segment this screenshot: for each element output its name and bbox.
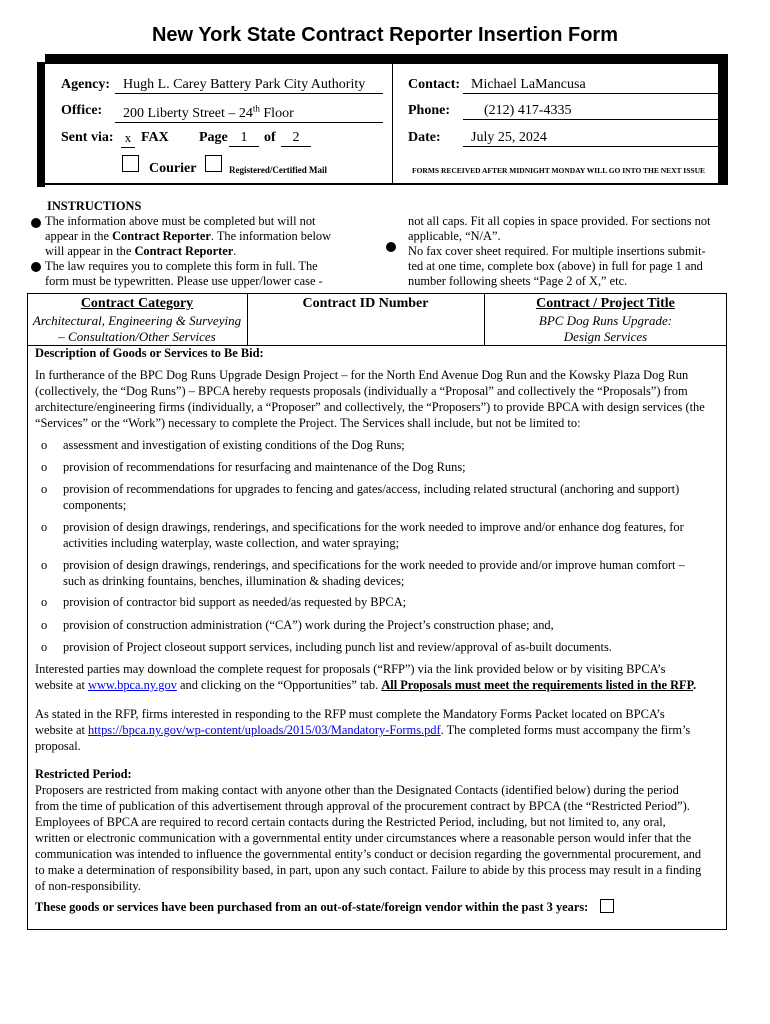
list-item: assessment and investigation of existing conditions of the Dog Runs;: [63, 438, 405, 452]
contact-label: Contact:: [408, 77, 461, 92]
instruction-line: The information above must be completed but will not: [45, 214, 316, 228]
project-title-value: Design Services: [563, 329, 648, 344]
list-bullet: o: [41, 460, 48, 474]
body-line: of non-responsibility.: [35, 879, 141, 893]
office-value: 200 Liberty Street – 24th Floor: [123, 103, 294, 121]
header-border-right: [720, 54, 728, 185]
list-bullet: o: [41, 520, 48, 534]
instruction-line: ted at one time, complete box (above) in full for page 1 and: [408, 259, 703, 273]
phone-value: (212) 417-4335: [484, 103, 572, 118]
out-of-state-question: These goods or services have been purchased from an out-of-state/foreign vendor within the past 3 years:: [35, 900, 589, 914]
agency-label: Agency:: [61, 77, 110, 92]
bullet-icon: [386, 242, 396, 252]
page-total-field[interactable]: 2: [281, 130, 311, 147]
body-line: “Services” or the “Work”) necessary to complete the Project. The Services shall include, but not be limited to:: [35, 416, 581, 430]
courier-label: Courier: [149, 161, 197, 176]
description-label: Description of Goods or Services to Be Bid:: [35, 346, 264, 360]
deadline-notice: FORMS RECEIVED AFTER MIDNIGHT MONDAY WILL GO INTO THE NEXT ISSUE: [412, 166, 705, 175]
body-line: written or electronic communication with a governmental entity under circumstances where a reasonable person would infer that the: [35, 831, 692, 845]
project-title-header: Contract / Project Title: [536, 296, 675, 311]
registered-mail-checkbox[interactable]: [205, 155, 222, 172]
list-item: provision of construction administration (“CA”) work during the Project’s construction phase; and,: [63, 618, 554, 632]
body-line: In furtherance of the BPC Dog Runs Upgrade Design Project – for the North End Avenue Dog Run and the Kowsky Plaza Dog Run: [35, 368, 689, 382]
project-title-value: BPC Dog Runs Upgrade:: [538, 313, 673, 328]
agency-field[interactable]: [115, 77, 383, 94]
office-field[interactable]: [115, 103, 383, 123]
body-line: As stated in the RFP, firms interested in responding to the RFP must complete the Mandatory Forms Packet located on BPCA’s: [35, 707, 665, 721]
body-line: communication was intended to influence the governmental entity’s conduct or decision regarding the governmental procurement, and: [35, 847, 702, 861]
body-line: proposal.: [35, 739, 81, 753]
body-line: website at www.bpca.ny.gov and clicking on the “Opportunities” tab. All Proposals must meet the requirements listed in the RFP.: [35, 678, 697, 692]
body-line: from the time of publication of this advertisement through approval of the procurement contract by BPCA (the “Restricted Period”).: [35, 799, 690, 813]
bpca-website-link[interactable]: www.bpca.ny.gov: [88, 678, 177, 692]
page-label: Page: [199, 130, 228, 145]
list-item: provision of design drawings, renderings, and specifications for the work needed to improve and/or enhance dog features, for: [63, 520, 684, 534]
body-line: to make a determination of responsibility based, in part, upon any such contact. Failure to abide by this process may result in a finding: [35, 863, 702, 877]
list-bullet: o: [41, 618, 48, 632]
instruction-line: appear in the Contract Reporter. The information below: [45, 229, 332, 243]
date-value: July 25, 2024: [471, 130, 547, 145]
date-label: Date:: [408, 130, 441, 145]
instruction-line: will appear in the Contract Reporter.: [45, 244, 237, 258]
restricted-heading: Restricted Period:: [35, 767, 132, 781]
body-line: architecture/engineering firms (individually, a “Proposer” and collectively, the “Proposers”) to provide BPCA with design services (the: [35, 400, 705, 414]
category-value: – Consultation/Other Services: [58, 329, 216, 344]
instruction-line: number following sheets “Page 2 of X,” etc.: [408, 274, 628, 288]
phone-label: Phone:: [408, 103, 450, 118]
instruction-line: applicable, “N/A”.: [408, 229, 501, 243]
header-divider: [392, 62, 393, 185]
bullet-icon: [31, 262, 41, 272]
category-value: Architectural, Engineering & Surveying: [32, 313, 242, 328]
instruction-line: No fax cover sheet required. For multiple insertions submit-: [408, 244, 706, 258]
body-line: Proposers are restricted from making contact with anyone other than the Designated Contacts (identified below) during the period: [35, 783, 679, 797]
body-line: Employees of BPCA are required to record certain contacts during the Restricted Period, including, but not limited to, any oral,: [35, 815, 666, 829]
of-label: of: [264, 130, 276, 145]
fax-checkbox[interactable]: x: [121, 131, 135, 148]
list-item: provision of recommendations for resurfacing and maintenance of the Dog Runs;: [63, 460, 466, 474]
courier-checkbox[interactable]: [122, 155, 139, 172]
page-number-field[interactable]: 1: [229, 130, 259, 147]
body-line: (collectively, the “Dog Runs”) – BPCA hereby requests proposals (individually a “Proposal” and collectively the “Proposals”) from: [35, 384, 688, 398]
list-item: activities including waterplay, waste collection, and water spraying;: [63, 536, 400, 550]
contact-field[interactable]: [463, 77, 718, 94]
list-bullet: o: [41, 482, 48, 496]
out-of-state-checkbox[interactable]: [600, 899, 614, 913]
mandatory-forms-link[interactable]: https://bpca.ny.gov/wp-content/uploads/2015/03/Mandatory-Forms.pdf: [88, 723, 441, 737]
bullet-icon: [31, 218, 41, 228]
list-item: provision of Project closeout support services, including punch list and review/approval of as-built documents.: [63, 640, 612, 654]
body-line: website at https://bpca.ny.gov/wp-content/uploads/2015/03/Mandatory-Forms.pdf. The completed forms must accompany the firm’s: [35, 723, 691, 737]
agency-value: Hugh L. Carey Battery Park City Authority: [123, 77, 366, 92]
fax-label: FAX: [141, 130, 169, 145]
list-bullet: o: [41, 595, 48, 609]
contact-value: Michael LaMancusa: [471, 77, 586, 92]
list-item: components;: [63, 498, 127, 512]
instructions-heading: INSTRUCTIONS: [47, 199, 142, 213]
page-title: New York State Contract Reporter Insertion Form: [151, 24, 618, 46]
registered-mail-label: Registered/Certified Mail: [229, 165, 328, 175]
instruction-line: form must be typewritten. Please use upper/lower case -: [45, 274, 323, 288]
category-header: Contract Category: [80, 296, 194, 311]
sent-via-label: Sent via:: [61, 130, 114, 145]
contract-id-header: Contract ID Number: [302, 296, 429, 311]
office-label: Office:: [61, 103, 103, 118]
header-border-top: [45, 54, 728, 62]
instruction-line: The law requires you to complete this form in full. The: [45, 259, 318, 273]
list-item: provision of recommendations for upgrades to fencing and gates/access, including related structural (anchoring and support): [63, 482, 680, 496]
body-line: Interested parties may download the complete request for proposals (“RFP”) via the link provided below or by visiting BPCA’s: [35, 662, 666, 676]
list-item: provision of contractor bid support as needed/as requested by BPCA;: [63, 595, 407, 609]
list-item: such as drinking fountains, benches, illumination & shading devices;: [63, 574, 405, 588]
list-bullet: o: [41, 438, 48, 452]
list-item: provision of design drawings, renderings, and specifications for the work needed to provide and/or improve human comfort –: [63, 558, 685, 572]
date-field[interactable]: [463, 130, 718, 147]
list-bullet: o: [41, 558, 48, 572]
list-bullet: o: [41, 640, 48, 654]
phone-field[interactable]: [463, 103, 718, 120]
instruction-line: not all caps. Fit all copies in space provided. For sections not: [408, 214, 711, 228]
